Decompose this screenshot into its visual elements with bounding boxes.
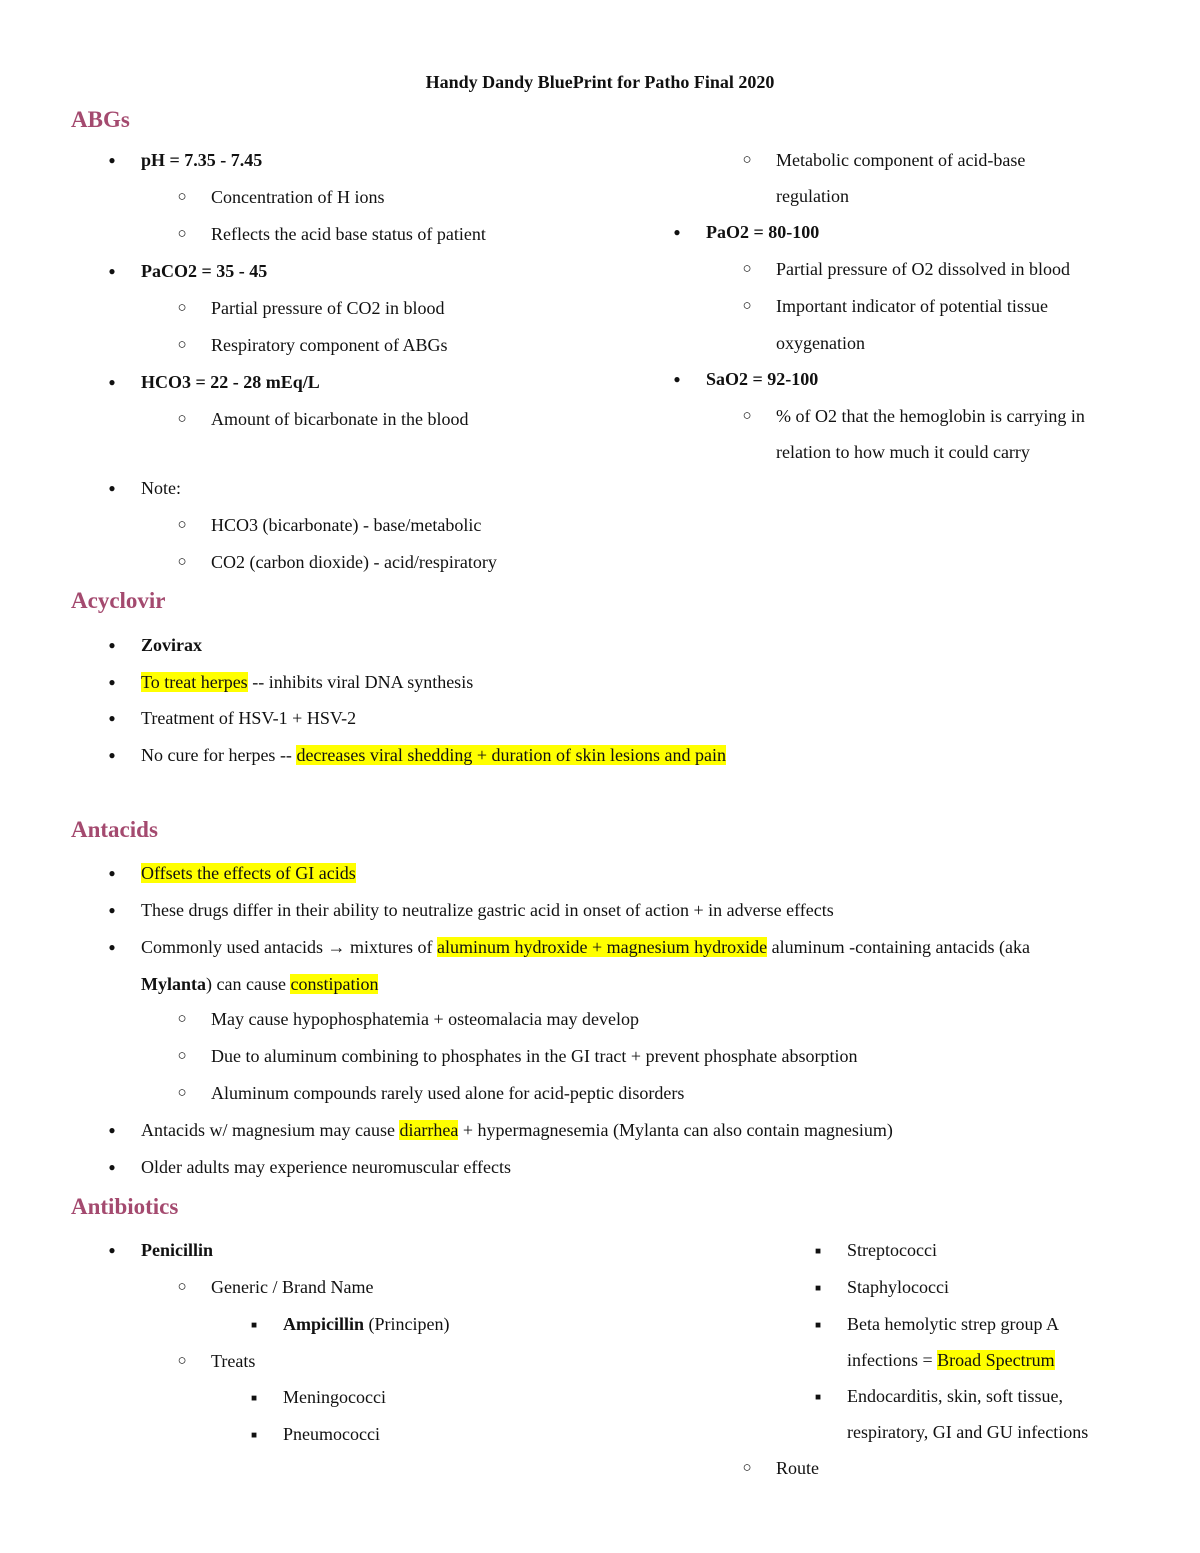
bullet-disc-icon [98,260,126,282]
abg-pao2-detail-1: Partial pressure of O2 dissolved in blood [776,259,1070,279]
bullet-circle-icon [168,186,196,208]
abg-pao2-detail-2b: oxygenation [776,333,865,353]
abg-paco2: PaCO2 = 35 - 45 [141,261,268,281]
antacids-common-post: aluminum -containing antacids (aka [767,937,1030,957]
bullet-disc-icon [98,707,126,729]
bullet-disc-icon [98,634,126,656]
highlight: decreases viral shedding + duration of skin lesions and pain [296,745,726,765]
acyclovir-treat [141,671,473,693]
antibiotics-endo-b: respiratory, GI and GU infections [847,1422,1089,1442]
bullet-circle-icon [168,514,196,536]
bullet-circle-icon [168,1082,196,1104]
antibiotics-meningococci: Meningococci [283,1387,386,1407]
bullet-square-icon [240,1386,268,1410]
bullet-circle-icon [733,149,761,171]
antibiotics-ampicillin-name: Ampicillin [283,1314,365,1334]
abg-hco3-detail-1: Amount of bicarbonate in the blood [211,409,469,429]
antacids-magnesium [141,1119,893,1141]
antibiotics-pneumococci: Pneumococci [283,1424,380,1444]
abg-sao2: SaO2 = 92-100 [706,369,819,389]
antacids-sub-2: Due to aluminum combining to phosphates in the GI tract + prevent phosphate absorption [211,1046,858,1066]
bullet-disc-icon [98,671,126,693]
antibiotics-treats: Treats [211,1351,256,1371]
antibiotics-penicillin: Penicillin [141,1240,213,1260]
abg-paco2-detail-1: Partial pressure of CO2 in blood [211,298,445,318]
bullet-disc-icon [98,862,126,884]
antacids-differ: These drugs differ in their ability to neutralize gastric acid in onset of action + in adverse effects [141,900,834,920]
bullet-circle-icon [168,297,196,319]
bullet-disc-icon [98,371,126,393]
bullet-circle-icon [733,1457,761,1479]
abg-note: Note: [141,478,181,498]
bullet-circle-icon [168,223,196,245]
bullet-square-icon [804,1385,832,1409]
bullet-circle-icon [168,1008,196,1030]
heading-antacids: Antacids [71,817,158,842]
bullet-circle-icon [168,408,196,430]
bullet-square-icon [804,1239,832,1263]
antacids-mylanta: Mylanta [141,974,206,994]
bullet-disc-icon [98,744,126,766]
abg-hco3-detail-2a: Metabolic component of acid-base [776,150,1026,170]
bullet-disc-icon [98,1239,126,1261]
highlight: aluminum hydroxide + magnesium hydroxide [436,937,768,957]
bullet-circle-icon [168,1276,196,1298]
bullet-disc-icon [98,899,126,921]
antibiotics-endo-a: Endocarditis, skin, soft tissue, [847,1386,1063,1406]
bullet-disc-icon [98,936,126,958]
bullet-disc-icon [98,149,126,171]
antibiotics-beta-b-pre: infections = [847,1350,938,1370]
abg-hco3: HCO3 = 22 - 28 mEq/L [141,372,320,392]
antibiotics-staphylococci: Staphylococci [847,1277,949,1297]
bullet-disc-icon [98,1156,126,1178]
bullet-circle-icon [168,334,196,356]
bullet-circle-icon [168,551,196,573]
highlight: Offsets the effects of GI acids [141,863,356,883]
antibiotics-ampicillin [283,1313,450,1335]
highlight: Broad Spectrum [937,1350,1055,1370]
antibiotics-beta-b [847,1349,1055,1371]
abg-pao2-detail-2a: Important indicator of potential tissue [776,296,1048,316]
antibiotics-streptococci: Streptococci [847,1240,937,1260]
document-title: Handy Dandy BluePrint for Patho Final 2020 [425,72,775,92]
antacids-mag-post: + hypermagnesemia (Mylanta can also contain magnesium) [458,1120,893,1140]
bullet-circle-icon [733,295,761,317]
bullet-square-icon [240,1313,268,1337]
highlight: To treat herpes [141,672,248,692]
abg-paco2-detail-2: Respiratory component of ABGs [211,335,448,355]
antacids-mag-pre: Antacids w/ magnesium may cause [141,1120,400,1140]
antacids-common [141,936,1030,958]
antibiotics-generic: Generic / Brand Name [211,1277,374,1297]
abg-ph-detail-1: Concentration of H ions [211,187,385,207]
bullet-disc-icon [98,1119,126,1141]
highlight: diarrhea [399,1120,459,1140]
bullet-disc-icon [98,477,126,499]
antacids-common-cont [141,973,378,995]
antibiotics-principen: (Principen) [364,1314,450,1334]
antacids-sub-3: Aluminum compounds rarely used alone for acid-peptic disorders [211,1083,685,1103]
acyclovir-cure [141,744,726,766]
antacids-sub-1: May cause hypophosphatemia + osteomalacia may develop [211,1009,640,1029]
heading-antibiotics: Antibiotics [71,1194,179,1219]
acyclovir-cure-pre: No cure for herpes -- [141,745,297,765]
acyclovir-treat-rest: -- inhibits viral DNA synthesis [247,672,474,692]
abg-sao2-detail-1b: relation to how much it could carry [776,442,1030,462]
bullet-circle-icon [733,258,761,280]
antibiotics-route: Route [776,1458,819,1478]
abg-ph-detail-2: Reflects the acid base status of patient [211,224,486,244]
antacids-older: Older adults may experience neuromuscular effects [141,1157,512,1177]
abg-ph: pH = 7.35 - 7.45 [141,150,263,170]
bullet-circle-icon [168,1350,196,1372]
abg-hco3-detail-2b: regulation [776,186,849,206]
bullet-square-icon [804,1313,832,1337]
abg-note-detail-1: HCO3 (bicarbonate) - base/metabolic [211,515,482,535]
heading-abgs: ABGs [71,107,130,132]
highlight: constipation [290,974,379,994]
acyclovir-hsv: Treatment of HSV-1 + HSV-2 [141,708,357,728]
abg-note-detail-2: CO2 (carbon dioxide) - acid/respiratory [211,552,497,572]
antacids-cause-mid: ) can cause [206,974,291,994]
acyclovir-zovirax: Zovirax [141,635,202,655]
antibiotics-beta-a: Beta hemolytic strep group A [847,1314,1059,1334]
abg-sao2-detail-1a: % of O2 that the hemoglobin is carrying in [776,406,1085,426]
bullet-circle-icon [168,1045,196,1067]
abg-pao2: PaO2 = 80-100 [706,222,820,242]
bullet-circle-icon [733,405,761,427]
heading-acyclovir: Acyclovir [71,588,166,613]
bullet-square-icon [804,1276,832,1300]
bullet-disc-icon [663,221,691,243]
antacids-common-pre: Commonly used antacids → mixtures of [141,937,437,957]
bullet-square-icon [240,1423,268,1447]
antacids-offsets [141,862,356,884]
bullet-disc-icon [663,368,691,390]
